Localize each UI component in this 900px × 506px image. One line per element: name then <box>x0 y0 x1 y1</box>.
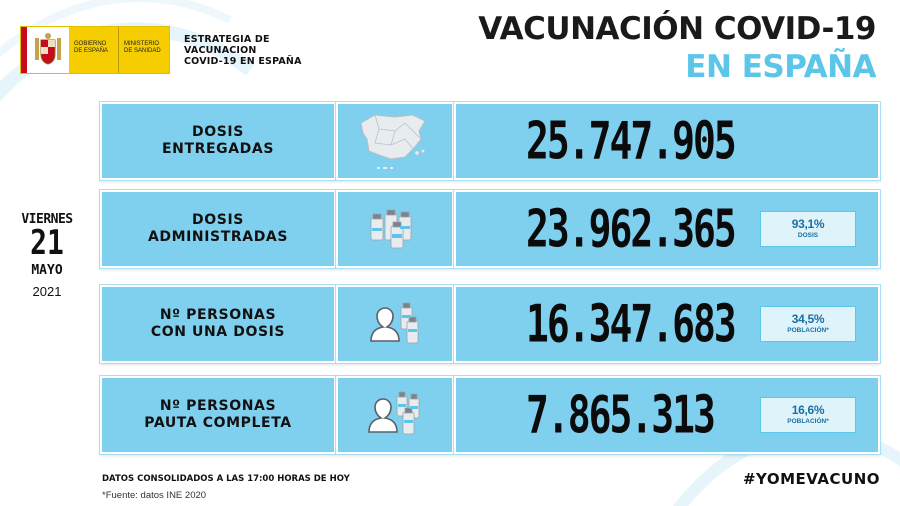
stat-value: 25.747.905 <box>526 111 735 171</box>
percentage-value: 16,6% <box>791 403 825 417</box>
person-vials-icon <box>336 376 454 454</box>
value-cell <box>454 376 880 454</box>
value-cell <box>454 190 880 268</box>
row-label: Nº PERSONAS CON UNA DOSIS <box>100 285 336 363</box>
percentage-badge <box>760 211 856 247</box>
row-label: DOSIS ADMINISTRADAS <box>100 190 336 268</box>
strategy-line-3: COVID-19 EN ESPAÑA <box>184 55 302 67</box>
title-line-1: VACUNACIÓN COVID-19 <box>478 11 876 47</box>
government-logo-block <box>20 26 302 74</box>
date-weekday: VIERNES <box>21 212 73 227</box>
percentage-label: DOSIS <box>797 232 819 239</box>
value-cell <box>454 285 880 363</box>
row-label: DOSIS ENTREGADAS <box>100 102 336 180</box>
source-note: *Fuente: datos INE 2020 <box>102 490 207 501</box>
strategy-line-2: VACUNACION <box>184 44 257 56</box>
ministry-text: MINISTERIO DE SANIDAD <box>119 27 169 73</box>
percentage-label: POBLACIÓN* <box>787 327 829 334</box>
date-year: 2021 <box>32 284 62 299</box>
report-date <box>14 212 80 299</box>
date-day: 21 <box>30 222 64 263</box>
stat-row-dosis-entregadas <box>100 102 880 180</box>
coat-of-arms-icon <box>21 27 69 73</box>
stat-row-pauta-completa <box>100 376 880 454</box>
percentage-badge <box>760 306 856 342</box>
percentage-badge <box>760 397 856 433</box>
percentage-value: 34,5% <box>791 312 825 326</box>
consolidated-data-note: DATOS CONSOLIDADOS A LAS 17:00 HORAS DE HOY <box>102 474 350 484</box>
vaccine-vials-icon <box>336 190 454 268</box>
date-month: MAYO <box>31 263 63 278</box>
title-line-2: EN ESPAÑA <box>685 49 876 85</box>
person-vial-icon <box>336 285 454 363</box>
government-logo <box>20 26 170 74</box>
strategy-line-1: ESTRATEGIA DE <box>184 33 270 45</box>
stat-value: 7.865.313 <box>526 385 714 445</box>
spain-map-icon <box>336 102 454 180</box>
stat-value: 23.962.365 <box>526 199 735 259</box>
stat-row-dosis-administradas <box>100 190 880 268</box>
stat-row-personas-una-dosis <box>100 285 880 363</box>
value-cell <box>454 102 880 180</box>
government-text: GOBIERNO DE ESPAÑA <box>69 27 119 73</box>
percentage-value: 93,1% <box>791 217 825 231</box>
page-title <box>478 10 876 86</box>
row-label: Nº PERSONAS PAUTA COMPLETA <box>100 376 336 454</box>
hashtag: #YOMEVACUNO <box>742 470 880 488</box>
stat-value: 16.347.683 <box>526 294 735 354</box>
strategy-title <box>184 34 302 67</box>
percentage-label: POBLACIÓN* <box>787 418 829 425</box>
